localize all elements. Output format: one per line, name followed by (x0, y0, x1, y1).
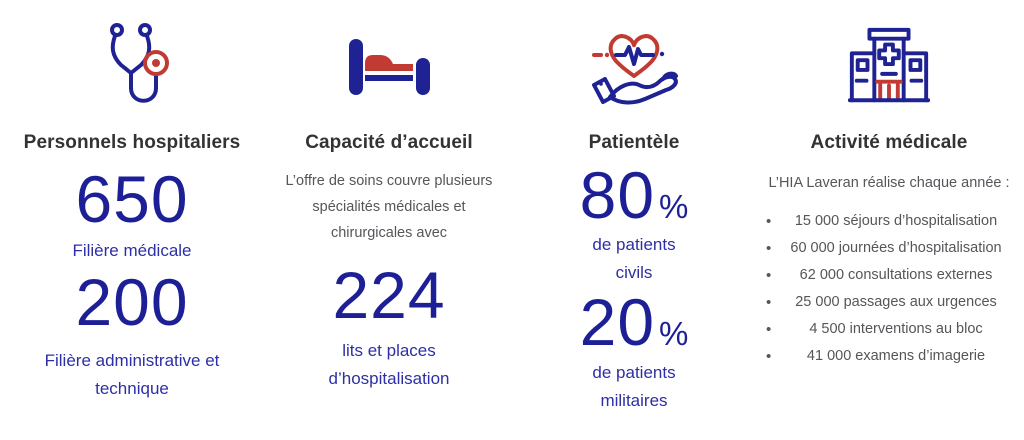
column-title: Capacité d’accueil (305, 132, 473, 153)
icon-area (586, 12, 682, 124)
column-personnels-hospitaliers (0, 12, 264, 440)
bullet-dot: • (766, 267, 772, 284)
hospital-bed-icon (337, 36, 441, 100)
list-item: • 41 000 examens d’imagerie (758, 343, 1020, 370)
list-item: • 62 000 consultations externes (758, 262, 1020, 289)
bullet-dot: • (766, 240, 772, 257)
icon-area (84, 12, 180, 124)
activity-bullet-list (758, 208, 1020, 370)
capacity-intro-text: L’offre de soins couvre plusieurs spécialités médicales et chirurgicales avec (285, 173, 493, 241)
stat-label-filiere-medicale: Filière médicale (72, 241, 192, 261)
column-title: Personnels hospitaliers (23, 132, 241, 153)
list-item: • 25 000 passages aux urgences (758, 289, 1020, 316)
activity-intro-text: L’HIA Laveran réalise chaque année : (768, 175, 1010, 191)
percent-sign: % (659, 315, 689, 353)
stat-value-filiere-administrative: 200 (75, 265, 189, 340)
bullet-dot: • (766, 321, 772, 338)
percent-sign: % (659, 188, 689, 225)
stat-label-lits: lits et places d’hospitalisation (328, 341, 450, 389)
icon-area (337, 12, 441, 124)
column-title: Activité médicale (810, 132, 968, 153)
hospital-building-icon (842, 24, 936, 112)
stat-value-patients-civils: 80 % (579, 158, 689, 232)
list-item: • 4 500 interventions au bloc (758, 316, 1020, 343)
column-capacite-accueil (264, 12, 514, 440)
bullet-dot: • (766, 213, 772, 230)
heart-in-hand-icon (586, 18, 682, 118)
list-item: • 60 000 journées d’hospitalisation (758, 235, 1020, 262)
stat-label-filiere-administrative: Filière administrative et technique (44, 350, 220, 398)
column-title: Patientèle (588, 132, 680, 153)
stat-label-patients-civils: de patients civils (592, 235, 676, 283)
stethoscope-icon (84, 16, 180, 120)
bullet-dot: • (766, 294, 772, 311)
stat-value-filiere-medicale: 650 (75, 162, 189, 236)
stat-value-lits: 224 (332, 258, 446, 332)
stat-label-patients-militaires: de patients militaires (592, 362, 676, 410)
column-patientele (514, 12, 754, 440)
bullet-dot: • (766, 348, 772, 365)
column-activite-medicale (754, 12, 1024, 440)
list-item: • 15 000 séjours d’hospitalisation (758, 208, 1020, 235)
stat-value-patients-militaires: 20 % (579, 285, 689, 360)
icon-area (842, 12, 936, 124)
